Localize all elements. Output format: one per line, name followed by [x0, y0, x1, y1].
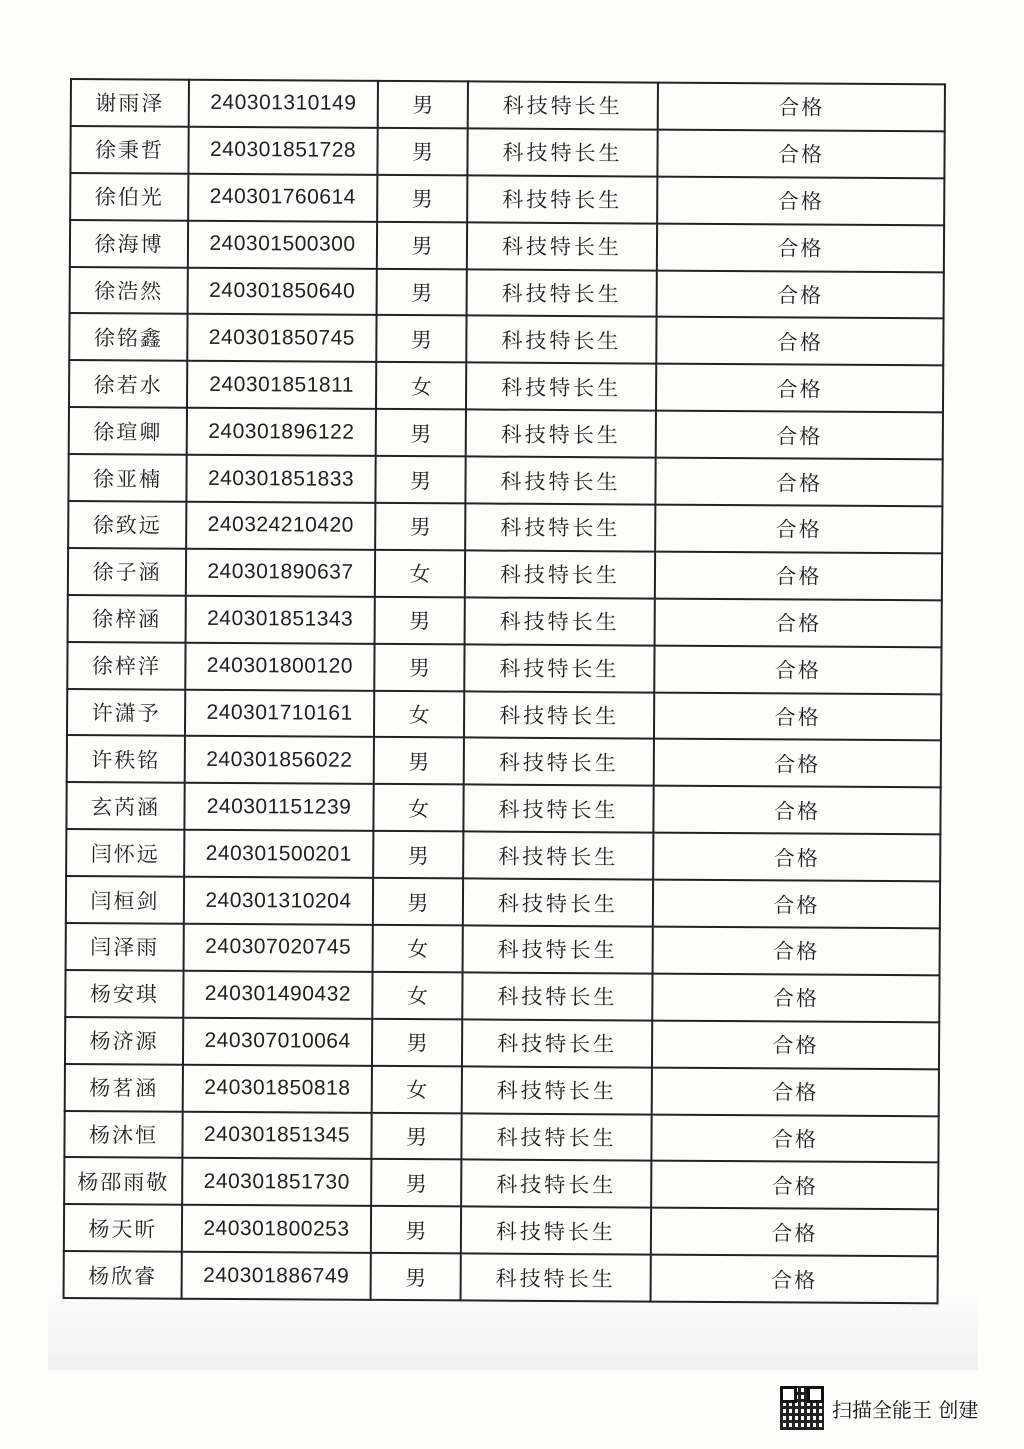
category-cell: 科技特长生 [463, 879, 653, 927]
gender-cell: 男 [373, 878, 463, 925]
results-table-body [64, 79, 945, 1303]
exam-id-cell: 240301851345 [182, 1111, 371, 1159]
gender-cell: 男 [375, 503, 465, 550]
table-row [70, 126, 944, 178]
name-cell: 徐梓涵 [68, 595, 186, 643]
name-cell: 闫泽雨 [66, 923, 184, 971]
result-cell: 合格 [653, 833, 940, 882]
name-cell: 谢雨泽 [71, 79, 189, 127]
name-cell: 徐伯光 [70, 173, 188, 221]
gender-cell: 男 [376, 409, 466, 456]
exam-id-cell: 240301310204 [184, 877, 373, 925]
result-cell: 合格 [651, 1161, 938, 1210]
exam-id-cell: 240301310149 [189, 80, 378, 128]
table-row [68, 454, 942, 506]
exam-id-cell: 240301851343 [186, 596, 375, 644]
table-row [64, 1251, 938, 1303]
category-cell: 科技特长生 [461, 1207, 651, 1255]
result-cell: 合格 [655, 598, 942, 647]
result-cell: 合格 [653, 927, 940, 976]
category-cell: 科技特长生 [463, 785, 653, 833]
gender-cell: 男 [377, 222, 467, 269]
gender-cell: 男 [374, 737, 464, 784]
name-cell: 徐海博 [70, 220, 188, 268]
exam-id-cell: 240301500300 [188, 220, 377, 268]
table-row [70, 220, 944, 272]
gender-cell: 男 [371, 1159, 461, 1206]
result-cell: 合格 [654, 739, 941, 788]
gender-cell: 男 [378, 81, 468, 128]
table-row [70, 173, 944, 225]
name-cell: 徐子涵 [68, 548, 186, 596]
result-cell: 合格 [655, 458, 942, 507]
table-row [65, 1064, 939, 1116]
name-cell: 闫怀远 [66, 829, 184, 877]
table-row [66, 782, 940, 834]
exam-id-cell: 240301851833 [186, 455, 375, 503]
gender-cell: 女 [372, 1066, 462, 1113]
exam-id-cell: 240301850640 [188, 267, 377, 315]
exam-id-cell: 240301850745 [187, 314, 376, 362]
result-cell: 合格 [658, 83, 945, 132]
name-cell: 杨邵雨敬 [64, 1157, 182, 1205]
category-cell: 科技特长生 [466, 410, 656, 458]
gender-cell: 女 [373, 784, 463, 831]
table-row [66, 876, 940, 928]
table-row [69, 407, 943, 459]
result-cell: 合格 [651, 1255, 938, 1304]
table-row [69, 360, 943, 412]
category-cell: 科技特长生 [465, 457, 655, 505]
table-row [66, 829, 940, 881]
category-cell: 科技特长生 [461, 1254, 651, 1302]
gender-cell: 男 [377, 268, 467, 315]
name-cell: 徐梓洋 [67, 642, 185, 690]
result-cell: 合格 [652, 1020, 939, 1069]
exam-id-cell: 240301800120 [185, 642, 374, 690]
result-cell: 合格 [654, 645, 941, 694]
table-row [67, 735, 941, 787]
exam-id-cell: 240301851811 [187, 361, 376, 409]
exam-id-cell: 240307010064 [183, 1018, 372, 1066]
watermark-text: 扫描全能王 创建 [832, 1397, 979, 1422]
result-cell: 合格 [656, 364, 943, 413]
name-cell: 徐亚楠 [68, 454, 186, 502]
gender-cell: 男 [377, 175, 467, 222]
category-cell: 科技特长生 [466, 363, 656, 411]
category-cell: 科技特长生 [465, 550, 655, 598]
exam-id-cell: 240301710161 [185, 689, 374, 737]
exam-id-cell: 240301850818 [183, 1064, 372, 1112]
gender-cell: 男 [377, 128, 467, 175]
result-cell: 合格 [655, 505, 942, 554]
category-cell: 科技特长生 [467, 222, 657, 270]
gender-cell: 男 [371, 1206, 461, 1253]
table-row [67, 642, 941, 694]
exam-id-cell: 240301886749 [182, 1252, 371, 1300]
category-cell: 科技特长生 [467, 175, 657, 223]
result-cell: 合格 [657, 270, 944, 319]
table-row [68, 548, 942, 600]
category-cell: 科技特长生 [461, 1160, 651, 1208]
name-cell: 徐若水 [69, 360, 187, 408]
name-cell: 杨济源 [65, 1017, 183, 1065]
table-row [71, 79, 945, 131]
category-cell: 科技特长生 [462, 1066, 652, 1114]
name-cell: 徐铭鑫 [69, 313, 187, 361]
gender-cell: 女 [374, 690, 464, 737]
table-row [64, 1204, 938, 1256]
name-cell: 杨安琪 [65, 970, 183, 1018]
name-cell: 杨茗涵 [65, 1064, 183, 1112]
result-cell: 合格 [657, 223, 944, 272]
gender-cell: 男 [375, 597, 465, 644]
category-cell: 科技特长生 [465, 597, 655, 645]
gender-cell: 男 [371, 1253, 461, 1300]
result-cell: 合格 [652, 973, 939, 1022]
exam-id-cell: 240301890637 [186, 549, 375, 597]
result-cell: 合格 [657, 129, 944, 178]
result-cell: 合格 [654, 692, 941, 741]
exam-id-cell: 240301896122 [187, 408, 376, 456]
category-cell: 科技特长生 [467, 128, 657, 176]
gender-cell: 女 [376, 362, 466, 409]
name-cell: 徐秉哲 [70, 126, 188, 174]
category-cell: 科技特长生 [465, 503, 655, 551]
exam-id-cell: 240301851730 [182, 1158, 371, 1206]
result-cell: 合格 [655, 551, 942, 600]
results-table [63, 78, 946, 1304]
category-cell: 科技特长生 [463, 832, 653, 880]
result-cell: 合格 [653, 880, 940, 929]
category-cell: 科技特长生 [467, 269, 657, 317]
name-cell: 闫桓剑 [66, 876, 184, 924]
gender-cell: 男 [374, 644, 464, 691]
table-row [68, 501, 942, 553]
name-cell: 徐浩然 [70, 267, 188, 315]
result-cell: 合格 [656, 317, 943, 366]
gender-cell: 男 [372, 1019, 462, 1066]
exam-id-cell: 240307020745 [184, 924, 373, 972]
exam-id-cell: 240301760614 [188, 174, 377, 222]
result-cell: 合格 [652, 1067, 939, 1116]
result-cell: 合格 [656, 411, 943, 460]
exam-id-cell: 240301856022 [185, 736, 374, 784]
name-cell: 徐致远 [68, 501, 186, 549]
category-cell: 科技特长生 [463, 925, 653, 973]
category-cell: 科技特长生 [464, 691, 654, 739]
exam-id-cell: 240301500201 [184, 830, 373, 878]
name-cell: 杨沐恒 [64, 1111, 182, 1159]
category-cell: 科技特长生 [462, 1019, 652, 1067]
exam-id-cell: 240301151239 [184, 783, 373, 831]
gender-cell: 男 [371, 1112, 461, 1159]
result-cell: 合格 [653, 786, 940, 835]
table-row [64, 1111, 938, 1163]
qr-code-icon [780, 1386, 824, 1430]
table-row [68, 595, 942, 647]
result-cell: 合格 [657, 176, 944, 225]
gender-cell: 女 [372, 972, 462, 1019]
table-row [65, 1017, 939, 1069]
table-row [64, 1157, 938, 1209]
category-cell: 科技特长生 [468, 81, 658, 129]
table-row [69, 313, 943, 365]
name-cell: 杨欣睿 [64, 1251, 182, 1299]
gender-cell: 女 [373, 925, 463, 972]
table-row [65, 970, 939, 1022]
result-cell: 合格 [651, 1208, 938, 1257]
name-cell: 徐瑄卿 [69, 407, 187, 455]
table-row [66, 923, 940, 975]
category-cell: 科技特长生 [461, 1113, 651, 1161]
category-cell: 科技特长生 [466, 316, 656, 364]
name-cell: 许秩铭 [67, 735, 185, 783]
exam-id-cell: 240301800253 [182, 1205, 371, 1253]
gender-cell: 女 [375, 550, 465, 597]
exam-id-cell: 240301851728 [188, 127, 377, 175]
table-row [70, 267, 944, 319]
name-cell: 玄芮涵 [66, 782, 184, 830]
gender-cell: 男 [376, 315, 466, 362]
name-cell: 杨天昕 [64, 1204, 182, 1252]
exam-id-cell: 240324210420 [186, 502, 375, 550]
gender-cell: 男 [373, 831, 463, 878]
category-cell: 科技特长生 [464, 738, 654, 786]
table-row [67, 689, 941, 741]
gender-cell: 男 [375, 456, 465, 503]
exam-id-cell: 240301490432 [183, 971, 372, 1019]
scanner-watermark [780, 1386, 978, 1430]
name-cell: 许潇予 [67, 689, 185, 737]
result-cell: 合格 [651, 1114, 938, 1163]
category-cell: 科技特长生 [464, 644, 654, 692]
category-cell: 科技特长生 [462, 972, 652, 1020]
